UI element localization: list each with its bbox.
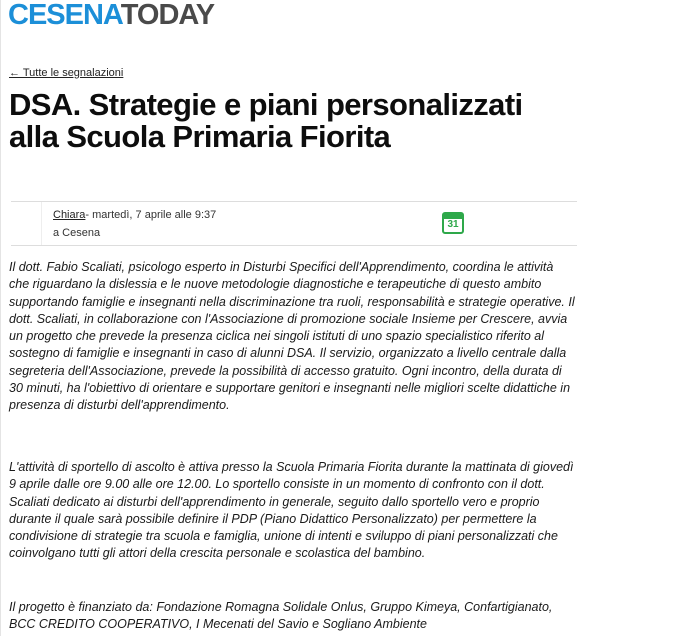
author-avatar (11, 202, 42, 245)
site-logo[interactable] (8, 0, 214, 33)
calendar-icon-day: 31 (447, 219, 459, 230)
logo-cesena-text: CESENA (8, 0, 121, 31)
article-paragraph-3: Il progetto è finanziato da: Fondazione Romagna Solidale Onlus, Gruppo Kimeya, Confartigianato, BCC CREDITO COOPERATIVO, I Mecenati del Savio e Sogliano Ambiente (9, 600, 553, 632)
article-title: DSA. Strategie e piani personalizzati alla Scuola Primaria Fiorita (9, 87, 523, 154)
article-location: a Cesena (53, 227, 101, 239)
back-to-reports-link[interactable]: ← Tutte le segnalazioni (9, 67, 124, 79)
publish-date: - martedì, 7 aprile alle 9:37 (85, 209, 217, 221)
article-paragraph-1: Il dott. Fabio Scaliati, psicologo esperto in Disturbi Specifici dell'Apprendimento, coordina le attività che riguardano la dislessia e le nuove metodologie diagnostiche e terapeutiche di questo ambito supportando famiglie e insegnanti nella discriminazione tra ruoli, responsabilità e strategie operative. Il dott. Scaliati, in collaborazione con l'Associazione di promozione sociale Insieme per Crescere, avvia un progetto che prevede la presenza ciclica nei singoli istituti di uno spazio specialistico riferito al sostegno di famiglie e insegnanti in caso di alunni DSA. Il servizio, organizzato a livello centrale dalla segreteria dell'Associazione, prevede la possibilità di accesso gratuito. Ogni incontro, della durata di 30 minuti, ha l'obiettivo di orientare e supportare genitori e insegnanti nelle migliori scelte didattiche in presenza di disturbi dell'apprendimento. (9, 260, 575, 413)
calendar-icon[interactable] (442, 212, 464, 234)
byline (53, 209, 216, 221)
article-meta (11, 201, 577, 246)
logo-today-text: TODAY (120, 0, 215, 31)
author-link[interactable]: Chiara (53, 209, 86, 221)
article-paragraph-2: L'attività di sportello di ascolto è attiva presso la Scuola Primaria Fiorita durante la mattinata di giovedì 9 aprile dalle ore 9.00 alle ore 12.00. Lo sportello consiste in un momento di confronto con il dott. Scaliati dedicato ai disturbi dell'apprendimento in generale, seguito dallo sportello vero e proprio durante il quale sarà possibile definire il PDP (Piano Didattico Personalizzato) per permettere la condivisione di strategie tra scuola e famiglia, unione di intenti e sviluppo di piani personalizzati che coinvolgano tutti gli attori della crescita personale e scolastica del bambino. (9, 460, 574, 561)
